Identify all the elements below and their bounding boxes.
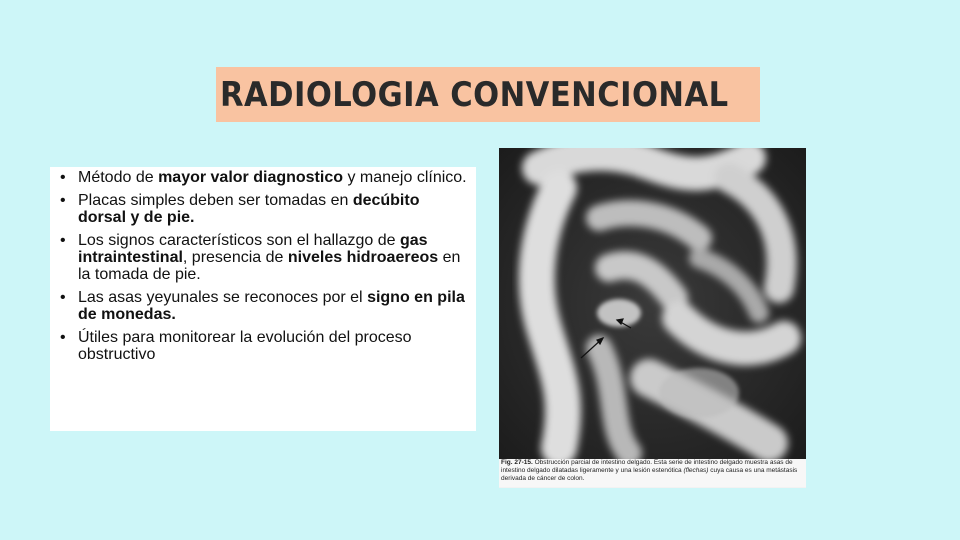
bullet-item — [50, 289, 476, 323]
bullet-text: en la tomada de pie. — [78, 249, 461, 283]
bullet-dot: • — [60, 289, 66, 306]
bullet-dot: • — [60, 329, 66, 346]
bullet-list — [50, 167, 476, 363]
slide-title: RADIOLOGIA CONVENCIONAL — [220, 74, 729, 115]
caption-text: Obstrucción parcial de intestino delgado. Esta serie de intestino delgado muestra asas de intestino delgado dilatadas ligeramente y una lesión estenótica — [501, 459, 793, 474]
title-banner — [216, 67, 760, 122]
bullet-dot: • — [60, 169, 66, 186]
caption-end: cuya causa es una metástasis derivada de cáncer de colon. — [501, 467, 798, 482]
bullet-text: Método de — [78, 169, 159, 186]
bullet-text: gas intraintestinal — [78, 232, 428, 266]
figure-label: Fig. 27-15. — [501, 459, 533, 466]
bullet-text: signo en pila de monedas. — [78, 289, 465, 323]
bullet-item — [50, 169, 476, 186]
bullet-text: Los signos característicos son el hallazgo de — [78, 232, 400, 249]
bullet-item — [50, 329, 476, 363]
bullet-text: , presencia de — [182, 249, 288, 266]
bullet-text: Placas simples deben ser tomadas en — [78, 192, 353, 209]
bullet-text: decúbito dorsal y de pie. — [78, 192, 420, 226]
bullet-dot: • — [60, 192, 66, 209]
bullet-text: Útiles para monitorear la evolución del proceso obstructivo — [78, 329, 412, 363]
bullet-dot: • — [60, 232, 66, 249]
bullet-item — [50, 192, 476, 226]
xray-figure — [499, 148, 806, 488]
bullet-item — [50, 232, 476, 283]
xray-image — [499, 148, 806, 459]
figure-caption — [499, 459, 806, 487]
caption-flechas: (flechas) — [683, 467, 709, 474]
bullet-text: y manejo clínico. — [343, 169, 467, 186]
bullet-list-panel — [50, 167, 476, 431]
bullet-text: niveles hidroaereos — [287, 249, 439, 266]
bullet-text: Las asas yeyunales se reconoces por el — [78, 289, 368, 306]
bullet-text: mayor valor diagnostico — [158, 169, 343, 186]
